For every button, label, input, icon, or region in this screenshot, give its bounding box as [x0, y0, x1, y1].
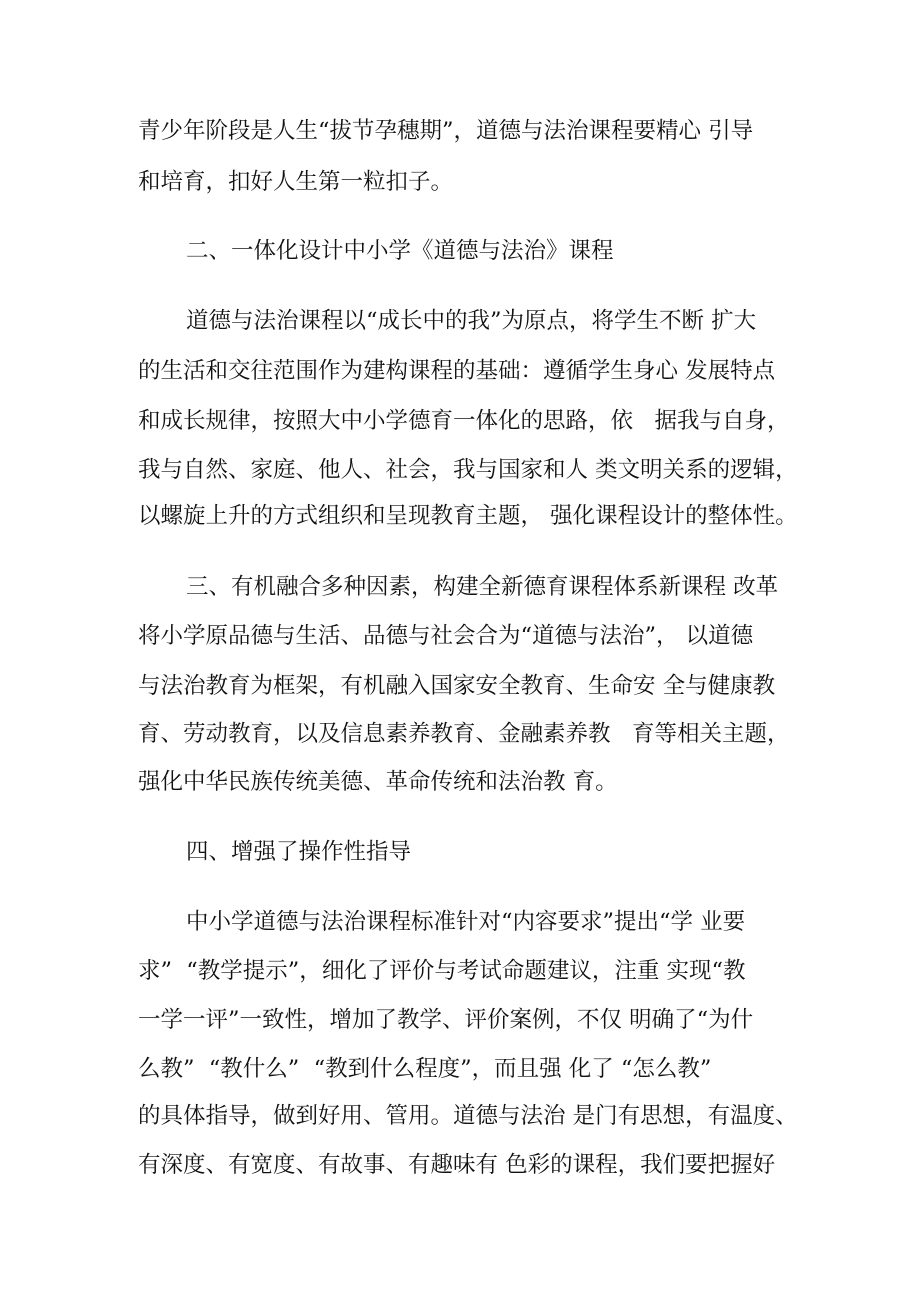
paragraph-line: 有深度、有宽度、有故事、有趣味有 色彩的课程，我们要把握好	[138, 1152, 776, 1178]
paragraph-line: 道德与法治课程以“成长中的我”为原点，将学生不断 扩大	[186, 308, 757, 334]
section-heading: 二、一体化设计中小学《道德与法治》课程	[186, 238, 614, 264]
paragraph-line: 强化中华民族传统美德、革命传统和法治教 育。	[138, 769, 618, 795]
paragraph-line: 我与自然、家庭、他人、社会，我与国家和人 类文明关系的逻辑，	[138, 457, 798, 483]
section-heading: 四、增强了操作性指导	[186, 839, 412, 865]
section-heading-paragraph: 三、有机融合多种因素，构建全新德育课程体系新课程 改革	[186, 574, 779, 600]
paragraph-line: 青少年阶段是人生“拔节孕穗期”，道德与法治课程要精心 引导	[138, 118, 754, 144]
paragraph-line: 育、劳动教育，以及信息素养教育、金融素养教 育等相关主题，	[138, 721, 790, 747]
paragraph-line: 么教” “教什么” “教到什么程度”，而且强 化了 “怎么教”	[138, 1056, 712, 1082]
paragraph-line: 和成长规律，按照大中小学德育一体化的思路，依 据我与自身，	[138, 408, 790, 434]
paragraph-line: 将小学原品德与生活、品德与社会合为“道德与法治”， 以道德	[138, 623, 754, 649]
paragraph-line: 一学一评”一致性，增加了教学、评价案例，不仅 明确了“为什	[138, 1007, 754, 1033]
paragraph-line: 以螺旋上升的方式组织和呈现教育主题， 强化课程设计的整体性。	[138, 503, 798, 529]
paragraph-line: 和培育，扣好人生第一粒扣子。	[138, 169, 454, 195]
paragraph-line: 中小学道德与法治课程标准针对“内容要求”提出“学 业要	[186, 909, 746, 935]
paragraph-line: 与法治教育为框架，有机融入国家安全教育、生命安 全与健康教	[138, 673, 776, 699]
paragraph-line: 的具体指导，做到好用、管用。道德与法治 是门有思想，有温度、	[138, 1103, 798, 1129]
paragraph-line: 的生活和交往范围作为建构课程的基础：遵循学生身心 发展特点	[138, 358, 776, 384]
paragraph-line: 求” “教学提示”，细化了评价与考试命题建议，注重 实现“教	[138, 958, 746, 984]
